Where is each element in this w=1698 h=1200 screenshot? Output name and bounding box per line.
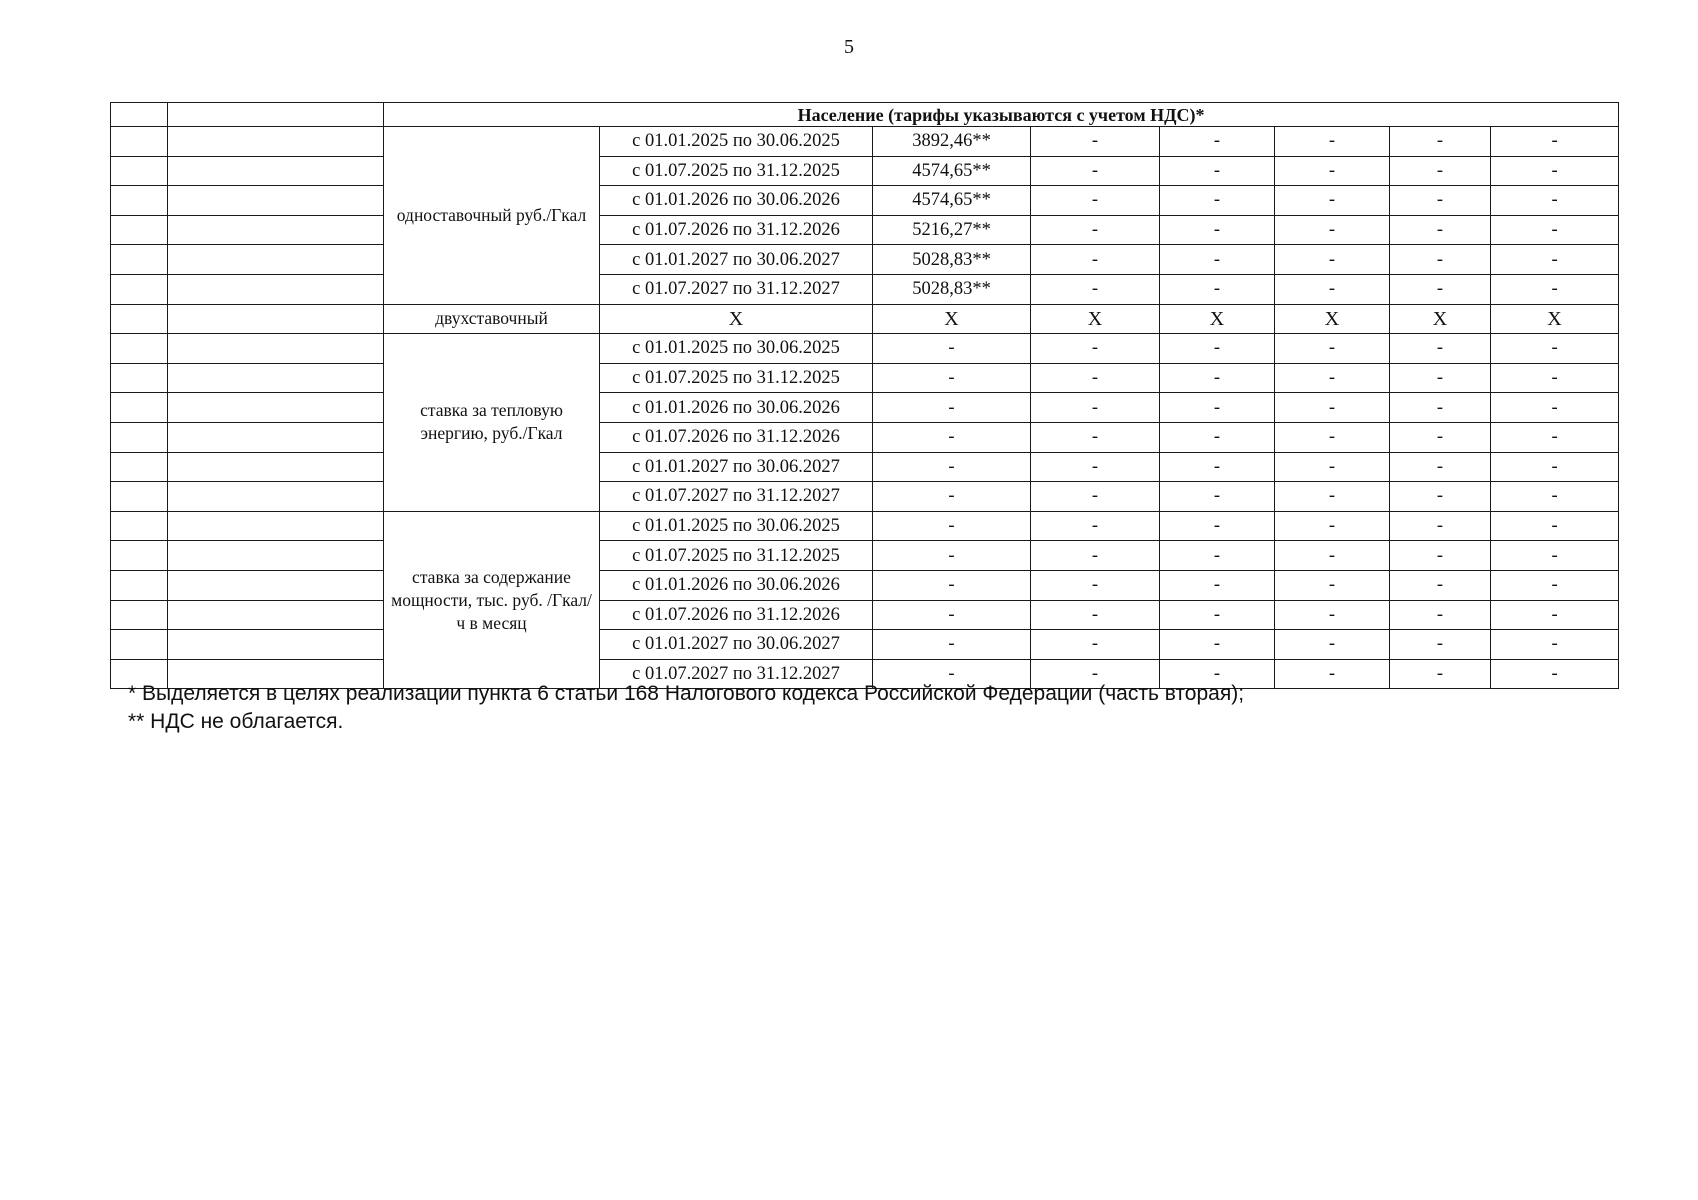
value-cell: - bbox=[1491, 215, 1619, 245]
value-cell: - bbox=[1491, 245, 1619, 275]
value-cell: - bbox=[1275, 570, 1390, 600]
empty-cell bbox=[168, 511, 384, 541]
value-cell: - bbox=[1275, 334, 1390, 364]
value-cell: - bbox=[1390, 334, 1491, 364]
value-cell: - bbox=[873, 541, 1031, 571]
empty-cell bbox=[111, 482, 168, 512]
table-row bbox=[111, 127, 1619, 157]
value-cell: - bbox=[1275, 600, 1390, 630]
value-cell: 3892,46** bbox=[873, 127, 1031, 157]
value-cell: - bbox=[1491, 482, 1619, 512]
value-cell: - bbox=[873, 630, 1031, 660]
value-cell: - bbox=[1491, 186, 1619, 216]
value-cell: - bbox=[1160, 422, 1275, 452]
period-cell: с 01.07.2027 по 31.12.2027 bbox=[600, 274, 873, 304]
value-cell: - bbox=[1275, 452, 1390, 482]
value-cell: - bbox=[1160, 393, 1275, 423]
value-cell: - bbox=[1390, 422, 1491, 452]
table-row bbox=[111, 274, 1619, 304]
empty-cell bbox=[111, 541, 168, 571]
value-cell: - bbox=[1491, 393, 1619, 423]
empty-cell bbox=[168, 127, 384, 157]
value-cell: - bbox=[1390, 541, 1491, 571]
value-cell: - bbox=[1491, 363, 1619, 393]
table-row-two-rate bbox=[111, 304, 1619, 334]
period-cell: с 01.07.2025 по 31.12.2025 bbox=[600, 156, 873, 186]
value-cell: - bbox=[1491, 334, 1619, 364]
value-cell: - bbox=[1275, 363, 1390, 393]
table-row bbox=[111, 363, 1619, 393]
value-cell: - bbox=[1390, 630, 1491, 660]
value-cell: - bbox=[1031, 511, 1160, 541]
empty-cell bbox=[168, 245, 384, 275]
value-cell: - bbox=[1390, 452, 1491, 482]
value-cell: - bbox=[1160, 215, 1275, 245]
empty-cell bbox=[168, 186, 384, 216]
value-cell: - bbox=[1275, 186, 1390, 216]
period-cell: с 01.01.2027 по 30.06.2027 bbox=[600, 452, 873, 482]
table-row bbox=[111, 245, 1619, 275]
table-header-row bbox=[111, 103, 1619, 127]
value-cell: - bbox=[1491, 452, 1619, 482]
period-cell: с 01.07.2025 по 31.12.2025 bbox=[600, 363, 873, 393]
value-cell: 4574,65** bbox=[873, 156, 1031, 186]
value-cell: - bbox=[1160, 156, 1275, 186]
value-cell: - bbox=[1390, 127, 1491, 157]
table-row bbox=[111, 570, 1619, 600]
value-cell: - bbox=[1491, 659, 1619, 689]
value-cell: - bbox=[1491, 570, 1619, 600]
period-cell: с 01.07.2027 по 31.12.2027 bbox=[600, 659, 873, 689]
value-cell: - bbox=[1275, 482, 1390, 512]
value-cell: - bbox=[1390, 659, 1491, 689]
empty-cell bbox=[111, 600, 168, 630]
value-cell: - bbox=[1031, 422, 1160, 452]
tariff-table bbox=[110, 102, 1619, 689]
period-cell: с 01.07.2026 по 31.12.2026 bbox=[600, 600, 873, 630]
empty-cell bbox=[111, 127, 168, 157]
value-cell: - bbox=[1390, 156, 1491, 186]
period-cell: с 01.01.2026 по 30.06.2026 bbox=[600, 393, 873, 423]
value-cell: - bbox=[873, 422, 1031, 452]
footnote-no-vat: ** НДС не облагается. bbox=[128, 710, 344, 733]
period-cell: с 01.07.2026 по 31.12.2026 bbox=[600, 422, 873, 452]
table-row bbox=[111, 215, 1619, 245]
value-cell: - bbox=[1275, 630, 1390, 660]
value-cell: - bbox=[1390, 274, 1491, 304]
value-cell: - bbox=[1160, 600, 1275, 630]
value-cell: 5216,27** bbox=[873, 215, 1031, 245]
empty-cell bbox=[168, 600, 384, 630]
table-row bbox=[111, 452, 1619, 482]
table-row bbox=[111, 393, 1619, 423]
value-cell: - bbox=[1491, 630, 1619, 660]
value-cell: - bbox=[1160, 659, 1275, 689]
value-cell: - bbox=[1390, 245, 1491, 275]
footnotes bbox=[128, 680, 1244, 736]
value-cell: - bbox=[1031, 215, 1160, 245]
period-cell: с 01.07.2027 по 31.12.2027 bbox=[600, 482, 873, 512]
x-mark-cell: X bbox=[1491, 304, 1619, 334]
value-cell: - bbox=[1160, 452, 1275, 482]
value-cell: - bbox=[1491, 422, 1619, 452]
empty-cell bbox=[168, 541, 384, 571]
empty-cell bbox=[168, 156, 384, 186]
value-cell: - bbox=[1031, 600, 1160, 630]
x-mark-cell: X bbox=[873, 304, 1031, 334]
empty-cell bbox=[111, 630, 168, 660]
empty-cell bbox=[111, 274, 168, 304]
page-number: 5 bbox=[844, 36, 854, 58]
empty-cell bbox=[168, 570, 384, 600]
empty-cell bbox=[168, 274, 384, 304]
table-row bbox=[111, 334, 1619, 364]
value-cell: - bbox=[1031, 659, 1160, 689]
table-row bbox=[111, 600, 1619, 630]
period-cell: с 01.01.2025 по 30.06.2025 bbox=[600, 334, 873, 364]
value-cell: - bbox=[1275, 127, 1390, 157]
value-cell: - bbox=[1491, 127, 1619, 157]
empty-cell bbox=[111, 156, 168, 186]
group-label: ставка за содержание мощности, тыс. руб. /Гкал/ч в месяц bbox=[384, 511, 600, 689]
value-cell: - bbox=[873, 511, 1031, 541]
empty-cell bbox=[111, 511, 168, 541]
value-cell: - bbox=[1031, 570, 1160, 600]
empty-cell bbox=[168, 215, 384, 245]
value-cell: - bbox=[1160, 334, 1275, 364]
value-cell: - bbox=[873, 482, 1031, 512]
value-cell: - bbox=[1031, 393, 1160, 423]
table-header: Население (тарифы указываются с учетом НДС)* bbox=[384, 103, 1619, 127]
value-cell: - bbox=[1491, 274, 1619, 304]
value-cell: - bbox=[1160, 511, 1275, 541]
value-cell: - bbox=[1275, 393, 1390, 423]
group-label: одноставочный руб./Гкал bbox=[384, 127, 600, 305]
empty-cell bbox=[168, 363, 384, 393]
group-label: двухставочный bbox=[384, 304, 600, 334]
period-cell: с 01.01.2026 по 30.06.2026 bbox=[600, 570, 873, 600]
period-cell: с 01.07.2026 по 31.12.2026 bbox=[600, 215, 873, 245]
value-cell: - bbox=[1275, 215, 1390, 245]
value-cell: - bbox=[873, 570, 1031, 600]
value-cell: - bbox=[1031, 452, 1160, 482]
value-cell: - bbox=[1275, 156, 1390, 186]
value-cell: - bbox=[1491, 511, 1619, 541]
value-cell: - bbox=[1031, 541, 1160, 571]
x-mark-cell: X bbox=[1390, 304, 1491, 334]
value-cell: - bbox=[1491, 600, 1619, 630]
empty-cell bbox=[111, 570, 168, 600]
period-cell: с 01.07.2025 по 31.12.2025 bbox=[600, 541, 873, 571]
value-cell: - bbox=[1031, 245, 1160, 275]
value-cell: - bbox=[1275, 511, 1390, 541]
table-row bbox=[111, 511, 1619, 541]
empty-cell bbox=[111, 452, 168, 482]
value-cell: - bbox=[1160, 570, 1275, 600]
value-cell: - bbox=[1491, 156, 1619, 186]
empty-cell bbox=[111, 334, 168, 364]
value-cell: - bbox=[1160, 363, 1275, 393]
period-cell: с 01.01.2025 по 30.06.2025 bbox=[600, 127, 873, 157]
value-cell: - bbox=[1031, 186, 1160, 216]
value-cell: - bbox=[1031, 630, 1160, 660]
empty-cell bbox=[168, 103, 384, 127]
value-cell: - bbox=[1491, 541, 1619, 571]
value-cell: - bbox=[873, 452, 1031, 482]
value-cell: - bbox=[1031, 334, 1160, 364]
value-cell: - bbox=[1390, 186, 1491, 216]
empty-cell bbox=[111, 363, 168, 393]
value-cell: 5028,83** bbox=[873, 274, 1031, 304]
empty-cell bbox=[168, 393, 384, 423]
empty-cell bbox=[111, 215, 168, 245]
empty-cell bbox=[111, 393, 168, 423]
footnote-vat: * Выделяется в целях реализации пункта 6 статьи 168 Налогового кодекса Российской Федерации (часть вторая); bbox=[128, 682, 1245, 705]
x-mark-cell: X bbox=[600, 304, 873, 334]
period-cell: с 01.01.2025 по 30.06.2025 bbox=[600, 511, 873, 541]
value-cell: - bbox=[1031, 156, 1160, 186]
value-cell: - bbox=[1160, 186, 1275, 216]
empty-cell bbox=[168, 630, 384, 660]
empty-cell bbox=[111, 304, 168, 334]
empty-cell bbox=[168, 422, 384, 452]
value-cell: - bbox=[1031, 363, 1160, 393]
value-cell: - bbox=[1275, 541, 1390, 571]
empty-cell bbox=[111, 422, 168, 452]
table-row bbox=[111, 186, 1619, 216]
x-mark-cell: X bbox=[1031, 304, 1160, 334]
value-cell: - bbox=[1160, 127, 1275, 157]
value-cell: - bbox=[1275, 422, 1390, 452]
value-cell: - bbox=[873, 363, 1031, 393]
value-cell: - bbox=[1390, 215, 1491, 245]
value-cell: - bbox=[873, 393, 1031, 423]
value-cell: - bbox=[1390, 482, 1491, 512]
value-cell: - bbox=[1160, 541, 1275, 571]
empty-cell bbox=[168, 452, 384, 482]
empty-cell bbox=[168, 334, 384, 364]
empty-cell bbox=[168, 482, 384, 512]
value-cell: - bbox=[1160, 245, 1275, 275]
table-row bbox=[111, 630, 1619, 660]
value-cell: - bbox=[1390, 511, 1491, 541]
value-cell: - bbox=[1031, 127, 1160, 157]
value-cell: - bbox=[1390, 393, 1491, 423]
x-mark-cell: X bbox=[1275, 304, 1390, 334]
table-row bbox=[111, 482, 1619, 512]
table-row bbox=[111, 541, 1619, 571]
value-cell: - bbox=[1160, 630, 1275, 660]
value-cell: - bbox=[1390, 570, 1491, 600]
table-row bbox=[111, 156, 1619, 186]
empty-cell bbox=[111, 245, 168, 275]
value-cell: - bbox=[873, 659, 1031, 689]
value-cell: - bbox=[1390, 600, 1491, 630]
value-cell: - bbox=[1275, 659, 1390, 689]
table-row bbox=[111, 422, 1619, 452]
period-cell: с 01.01.2027 по 30.06.2027 bbox=[600, 630, 873, 660]
period-cell: с 01.01.2027 по 30.06.2027 bbox=[600, 245, 873, 275]
empty-cell bbox=[168, 304, 384, 334]
group-label: ставка за тепловую энергию, руб./Гкал bbox=[384, 334, 600, 512]
value-cell: 4574,65** bbox=[873, 186, 1031, 216]
value-cell: - bbox=[873, 600, 1031, 630]
value-cell: - bbox=[1275, 245, 1390, 275]
empty-cell bbox=[111, 103, 168, 127]
value-cell: - bbox=[1390, 363, 1491, 393]
value-cell: - bbox=[1160, 274, 1275, 304]
value-cell: - bbox=[873, 334, 1031, 364]
value-cell: - bbox=[1031, 482, 1160, 512]
empty-cell bbox=[111, 186, 168, 216]
period-cell: с 01.01.2026 по 30.06.2026 bbox=[600, 186, 873, 216]
value-cell: - bbox=[1275, 274, 1390, 304]
value-cell: 5028,83** bbox=[873, 245, 1031, 275]
x-mark-cell: X bbox=[1160, 304, 1275, 334]
value-cell: - bbox=[1160, 482, 1275, 512]
value-cell: - bbox=[1031, 274, 1160, 304]
